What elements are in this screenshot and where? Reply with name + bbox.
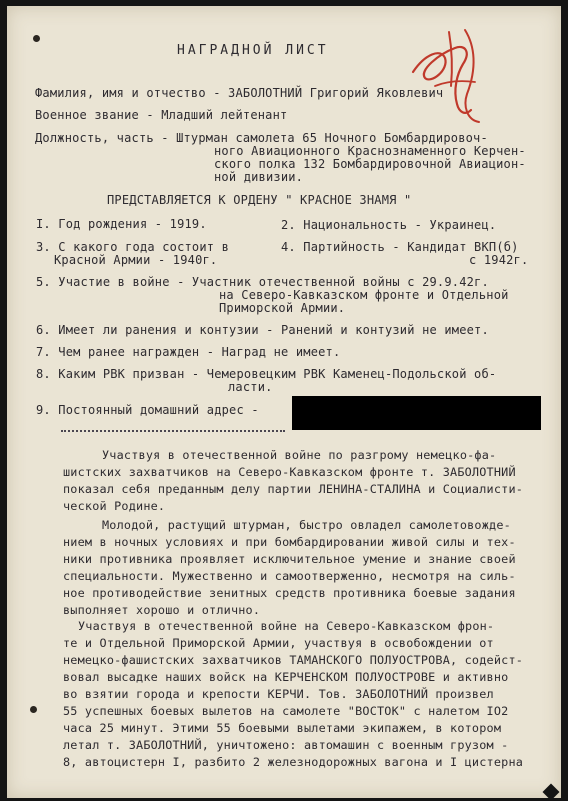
- body-line: летал т. ЗАБОЛОТНИЙ, уничтожено: автомашин с военным грузом -: [63, 738, 509, 752]
- header-line: Военное звание - Младший лейтенант: [35, 108, 288, 122]
- body-line: выполняет хорошо и отлично.: [63, 603, 261, 617]
- field-previous-awards: 7. Чем ранее награжден - Наград не имеет.: [36, 345, 341, 359]
- award-sheet: [7, 6, 561, 798]
- field-drafted-by: 8. Каким РВК призван - Чемеровецким РВК Каменец-Подольской об-: [36, 367, 497, 381]
- header-line: ной дивизии.: [214, 170, 304, 184]
- field-war-participation: на Северо-Кавказском фронте и Отдельной: [219, 288, 509, 302]
- field-drafted-by: ласти.: [228, 380, 273, 394]
- field-party: 4. Партийность - Кандидат ВКП(б): [281, 240, 519, 254]
- handwritten-signature: [405, 24, 495, 124]
- body-line: нием в ночных условиях и при бомбардировании живой силы и тех-: [63, 535, 516, 549]
- body-line: 55 успешных боевых вылетов на самолете "ВОСТОК" с налетом IO2: [63, 704, 509, 718]
- body-line: Молодой, растущий штурман, быстро овладел самолетовожде-: [102, 518, 511, 532]
- document-title: НАГРАДНОЙ ЛИСТ: [177, 43, 329, 58]
- field-home-address: 9. Постоянный домашний адрес -: [36, 403, 259, 417]
- body-line: немецко-фашистских захватчиков ТАМАНСКОГО ПОЛУОСТРОВА, содейст-: [63, 653, 524, 667]
- field-army-since: 3. С какого года состоит в: [36, 240, 230, 254]
- header-line: Фамилия, имя и отчество - ЗАБОЛОТНИЙ Григорий Яковлевич: [35, 86, 444, 100]
- field-birth-year: I. Год рождения - 1919.: [36, 217, 207, 231]
- body-line: часа 25 минут. Этими 55 боевыми вылетами экипажем, в котором: [63, 721, 502, 735]
- divider: [61, 430, 285, 434]
- body-line: показал себя преданным делу партии ЛЕНИНА-СТАЛИНА и Социалисти-: [63, 482, 524, 496]
- redaction-block: [292, 396, 541, 430]
- body-line: во взятии города и крепости КЕРЧИ. Тов. ЗАБОЛОТНИЙ произвел: [63, 687, 494, 701]
- header-line: Должность, часть - Штурман самолета 65 Ночного Бомбардировоч-: [35, 131, 488, 145]
- body-line: Участвуя в отечественной войне по разгрому немецко-фа-: [102, 448, 497, 462]
- field-wounds: 6. Имеет ли ранения и контузии - Ранений и контузий не имеет.: [36, 323, 489, 337]
- body-line: ческой Родине.: [63, 499, 166, 513]
- body-line: специальности. Мужественно и самоотверженно, несмотря на силь-: [63, 569, 516, 583]
- field-army-since: Красной Армии - 1940г.: [54, 253, 218, 267]
- punch-hole: [30, 706, 37, 713]
- body-line: ное противодействие зенитных средств противника боевые задания: [63, 586, 516, 600]
- body-line: ники противника проявляет исключительное умение и знание своей: [63, 552, 516, 566]
- body-line: те и Отдельной Приморской Армии, участвуя в освобождении от: [63, 636, 494, 650]
- body-line: шистских захватчиков на Северо-Кавказском фронте т. ЗАБОЛОТНИЙ: [63, 465, 516, 479]
- body-line: вовал высадке наших войск на КЕРЧЕНСКОМ ПОЛУОСТРОВЕ и активно: [63, 670, 509, 684]
- punch-hole: [33, 35, 40, 42]
- field-war-participation: Приморской Армии.: [219, 301, 346, 315]
- header-line: ского полка 132 Бомбардировочной Авиацион-: [214, 157, 526, 171]
- body-line: 8, автоцистерн I, разбито 2 железнодорожных вагона и I цистерна: [63, 755, 524, 769]
- field-war-participation: 5. Участие в войне - Участник отечественной войны с 29.9.42г.: [36, 275, 489, 289]
- body-line: Участвуя в отечественной войне на Северо-Кавказском фрон-: [78, 619, 495, 633]
- field-nationality: 2. Национальность - Украинец.: [281, 218, 497, 232]
- field-party: с 1942г.: [469, 253, 529, 267]
- nomination-heading: ПРЕДСТАВЛЯЕТСЯ К ОРДЕНУ " КРАСНОЕ ЗНАМЯ ": [107, 193, 412, 207]
- header-line: ного Авиационного Краснознаменного Керчен-: [214, 144, 526, 158]
